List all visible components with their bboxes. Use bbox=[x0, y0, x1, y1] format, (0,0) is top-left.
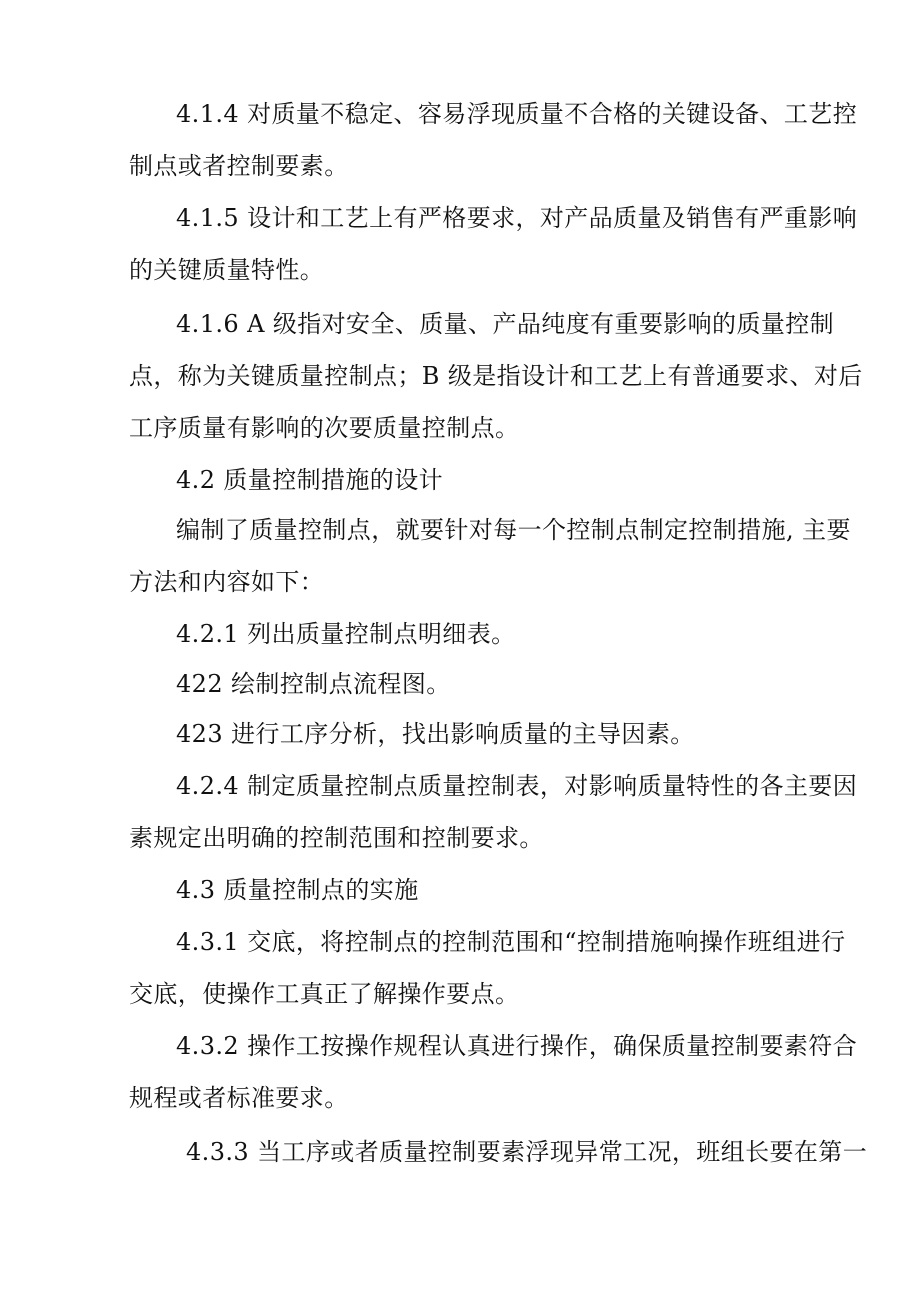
text-line: 4.3.2 操作工按操作规程认真进行操作，确保质量控制要素符合 bbox=[176, 1032, 858, 1060]
text-line: 422 绘制控制点流程图。 bbox=[176, 670, 451, 698]
text-line: 423 进行工序分析，找出影响质量的主导因素。 bbox=[176, 720, 695, 748]
text-line: 素规定出明确的控制范围和控制要求。 bbox=[129, 824, 544, 852]
text-line: 4.2.1 列出质量控制点明细表。 bbox=[176, 620, 516, 648]
text-line: 编制了质量控制点，就要针对每一个控制点制定控制措施, 主要 bbox=[176, 516, 851, 544]
text-line: 点，称为关键质量控制点；B 级是指设计和工艺上有普通要求、对后 bbox=[129, 362, 863, 390]
text-line: 4.2.4 制定质量控制点质量控制表，对影响质量特性的各主要因 bbox=[176, 772, 858, 800]
text-line: 制点或者控制要素。 bbox=[129, 152, 349, 180]
text-line: 交底，使操作工真正了解操作要点。 bbox=[129, 980, 520, 1008]
section-heading: 4.3 质量控制点的实施 bbox=[176, 876, 419, 904]
text-line: 4.3.3 当工序或者质量控制要素浮现异常工况，班组长要在第一 bbox=[186, 1138, 868, 1166]
text-line: 的关键质量特性。 bbox=[129, 256, 325, 284]
text-line: 4.1.6 A 级指对安全、质量、产品纯度有重要影响的质量控制 bbox=[176, 310, 835, 338]
text-line: 4.1.4 对质量不稳定、容易浮现质量不合格的关键设备、工艺控 bbox=[176, 100, 858, 128]
text-line: 工序质量有影响的次要质量控制点。 bbox=[129, 414, 520, 442]
text-line: 规程或者标准要求。 bbox=[129, 1084, 349, 1112]
text-line: 方法和内容如下： bbox=[129, 568, 325, 596]
text-line: 4.1.5 设计和工艺上有严格要求，对产品质量及销售有严重影响 bbox=[176, 204, 858, 232]
section-heading: 4.2 质量控制措施的设计 bbox=[176, 466, 443, 494]
text-line: 4.3.1 交底，将控制点的控制范围和“控制措施响操作班组进行 bbox=[176, 928, 846, 956]
